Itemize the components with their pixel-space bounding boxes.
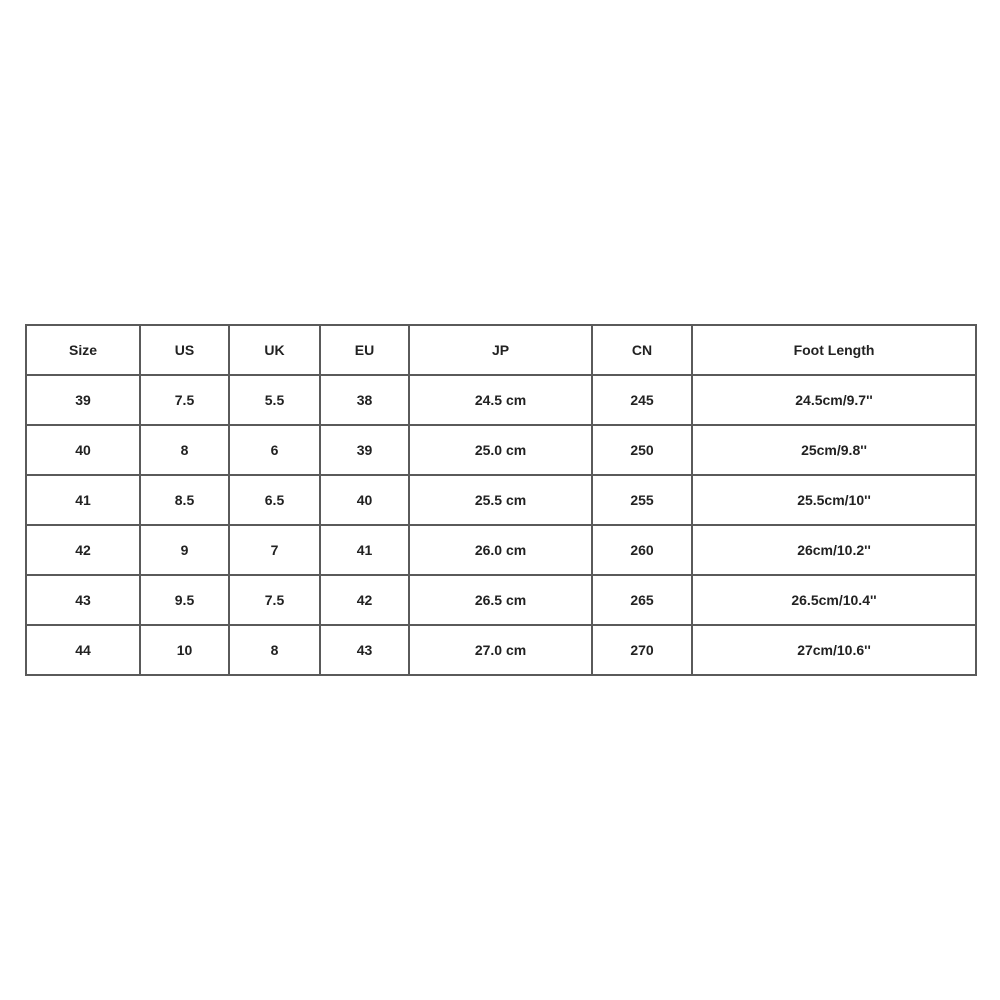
cell-cn: 255 — [592, 475, 692, 525]
size-chart-table — [25, 324, 977, 676]
table-row — [26, 575, 976, 625]
cell-uk: 6 — [229, 425, 320, 475]
cell-us: 8 — [140, 425, 229, 475]
cell-uk: 6.5 — [229, 475, 320, 525]
header-cn: CN — [592, 325, 692, 375]
cell-uk: 5.5 — [229, 375, 320, 425]
cell-eu: 43 — [320, 625, 409, 675]
header-eu: EU — [320, 325, 409, 375]
header-uk: UK — [229, 325, 320, 375]
table-row — [26, 475, 976, 525]
cell-us: 9 — [140, 525, 229, 575]
cell-jp: 27.0 cm — [409, 625, 592, 675]
cell-foot-length: 24.5cm/9.7'' — [692, 375, 976, 425]
cell-size: 40 — [26, 425, 140, 475]
header-row — [26, 325, 976, 375]
cell-size: 41 — [26, 475, 140, 525]
table-row — [26, 525, 976, 575]
cell-uk: 7.5 — [229, 575, 320, 625]
header-size: Size — [26, 325, 140, 375]
cell-eu: 40 — [320, 475, 409, 525]
cell-cn: 260 — [592, 525, 692, 575]
cell-foot-length: 26.5cm/10.4'' — [692, 575, 976, 625]
cell-foot-length: 27cm/10.6'' — [692, 625, 976, 675]
cell-size: 44 — [26, 625, 140, 675]
header-jp: JP — [409, 325, 592, 375]
cell-jp: 25.0 cm — [409, 425, 592, 475]
cell-cn: 265 — [592, 575, 692, 625]
cell-us: 7.5 — [140, 375, 229, 425]
cell-eu: 41 — [320, 525, 409, 575]
cell-us: 8.5 — [140, 475, 229, 525]
cell-jp: 26.5 cm — [409, 575, 592, 625]
cell-eu: 42 — [320, 575, 409, 625]
cell-jp: 24.5 cm — [409, 375, 592, 425]
cell-jp: 26.0 cm — [409, 525, 592, 575]
cell-cn: 270 — [592, 625, 692, 675]
cell-cn: 250 — [592, 425, 692, 475]
cell-eu: 39 — [320, 425, 409, 475]
cell-size: 39 — [26, 375, 140, 425]
cell-foot-length: 26cm/10.2'' — [692, 525, 976, 575]
table-row — [26, 625, 976, 675]
header-us: US — [140, 325, 229, 375]
cell-us: 9.5 — [140, 575, 229, 625]
cell-jp: 25.5 cm — [409, 475, 592, 525]
cell-size: 43 — [26, 575, 140, 625]
cell-uk: 8 — [229, 625, 320, 675]
cell-foot-length: 25.5cm/10'' — [692, 475, 976, 525]
cell-eu: 38 — [320, 375, 409, 425]
cell-cn: 245 — [592, 375, 692, 425]
header-foot-length: Foot Length — [692, 325, 976, 375]
cell-size: 42 — [26, 525, 140, 575]
table-row — [26, 375, 976, 425]
cell-us: 10 — [140, 625, 229, 675]
cell-uk: 7 — [229, 525, 320, 575]
cell-foot-length: 25cm/9.8'' — [692, 425, 976, 475]
table-row — [26, 425, 976, 475]
